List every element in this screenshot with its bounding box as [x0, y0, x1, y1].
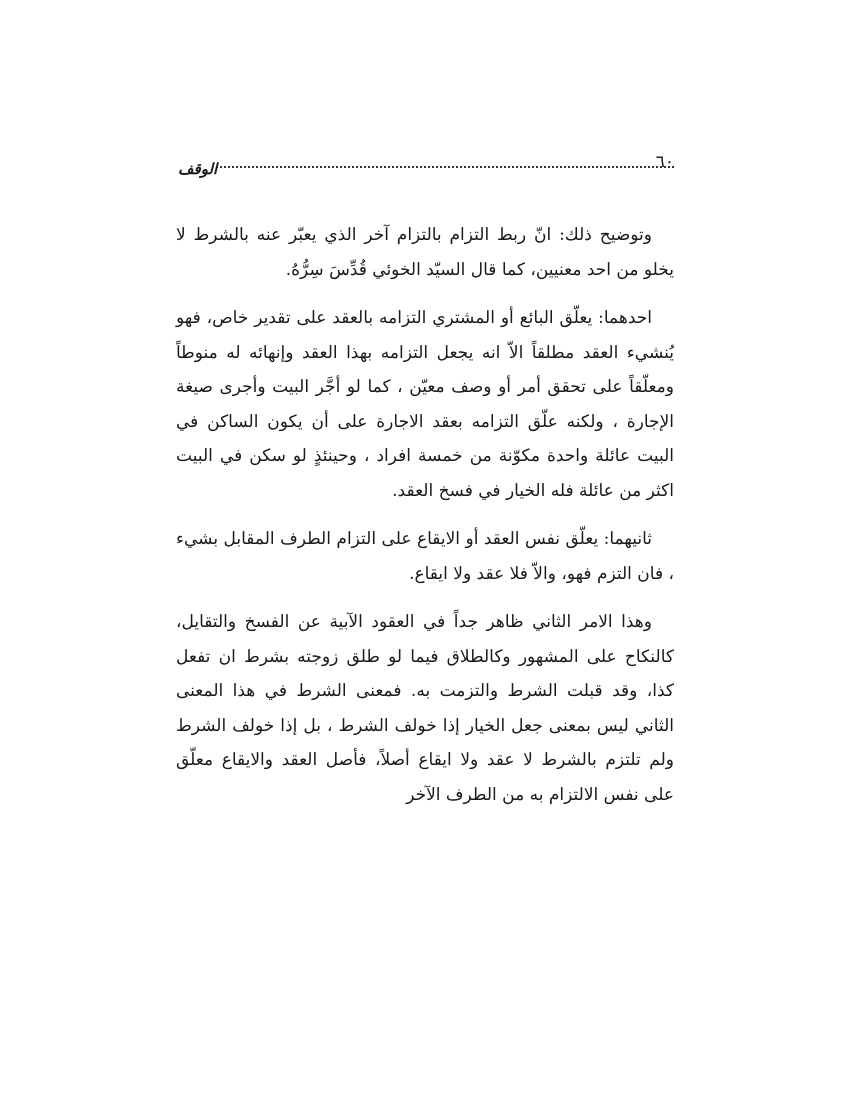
page-number: ٦٠ [655, 152, 674, 172]
paragraph-first-meaning: احدهما: يعلّق البائع أو المشتري التزامه بالعقد على تقدير خاص، فهو يُنشيء العقد مطلقاً الاّ انه يجعل التزامه بهذا العقد وإنهائه له منوطاً ومعلّقاً على تحقق أمر أو وصف معيّن ، كما لو أجَّر البيت وأجرى صيغة الإجارة ، ولكنه علّق التزامه بعقد الاجارة على أن يكون الساكن في البيت عائلة واحدة مكوّنة من خمسة افراد ، وحينئذٍ لو سكن في البيت اكثر من عائلة فله الخيار في فسخ العقد. [176, 308, 674, 501]
page-header [176, 150, 674, 184]
paragraph-intro: وتوضيح ذلك: انّ ربط التزام بالتزام آخر الذي يعبّر عنه بالشرط لا يخلو من احد معنيين، كما قال السيّد الخوئي قُدِّسَ سِرُّهُ. [176, 225, 674, 280]
running-title: الوقف [178, 160, 218, 178]
header-dotted-leader [216, 166, 674, 168]
paragraph-second-meaning: ثانيهما: يعلّق نفس العقد أو الايقاع على التزام الطرف المقابل بشيء ، فان التزم فهو، والاّ فلا عقد ولا ايقاع. [176, 529, 674, 584]
paragraph-explanation: وهذا الامر الثاني ظاهر جداً في العقود الآبية عن الفسخ والتقايل، كالنكاح على المشهور وكالطلاق فيما لو طلق زوجته بشرط ان تفعل كذا، وقد قبلت الشرط والتزمت به. فمعنى الشرط في هذا المعنى الثاني ليس بمعنى جعل الخيار إذا خولف الشرط ، بل إذا خولف الشرط ولم تلتزم بالشرط لا عقد ولا ايقاع أصلاً، فأصل العقد والايقاع معلّق على نفس الالتزام به من الطرف الآخر [176, 612, 674, 805]
page-body [176, 218, 674, 826]
